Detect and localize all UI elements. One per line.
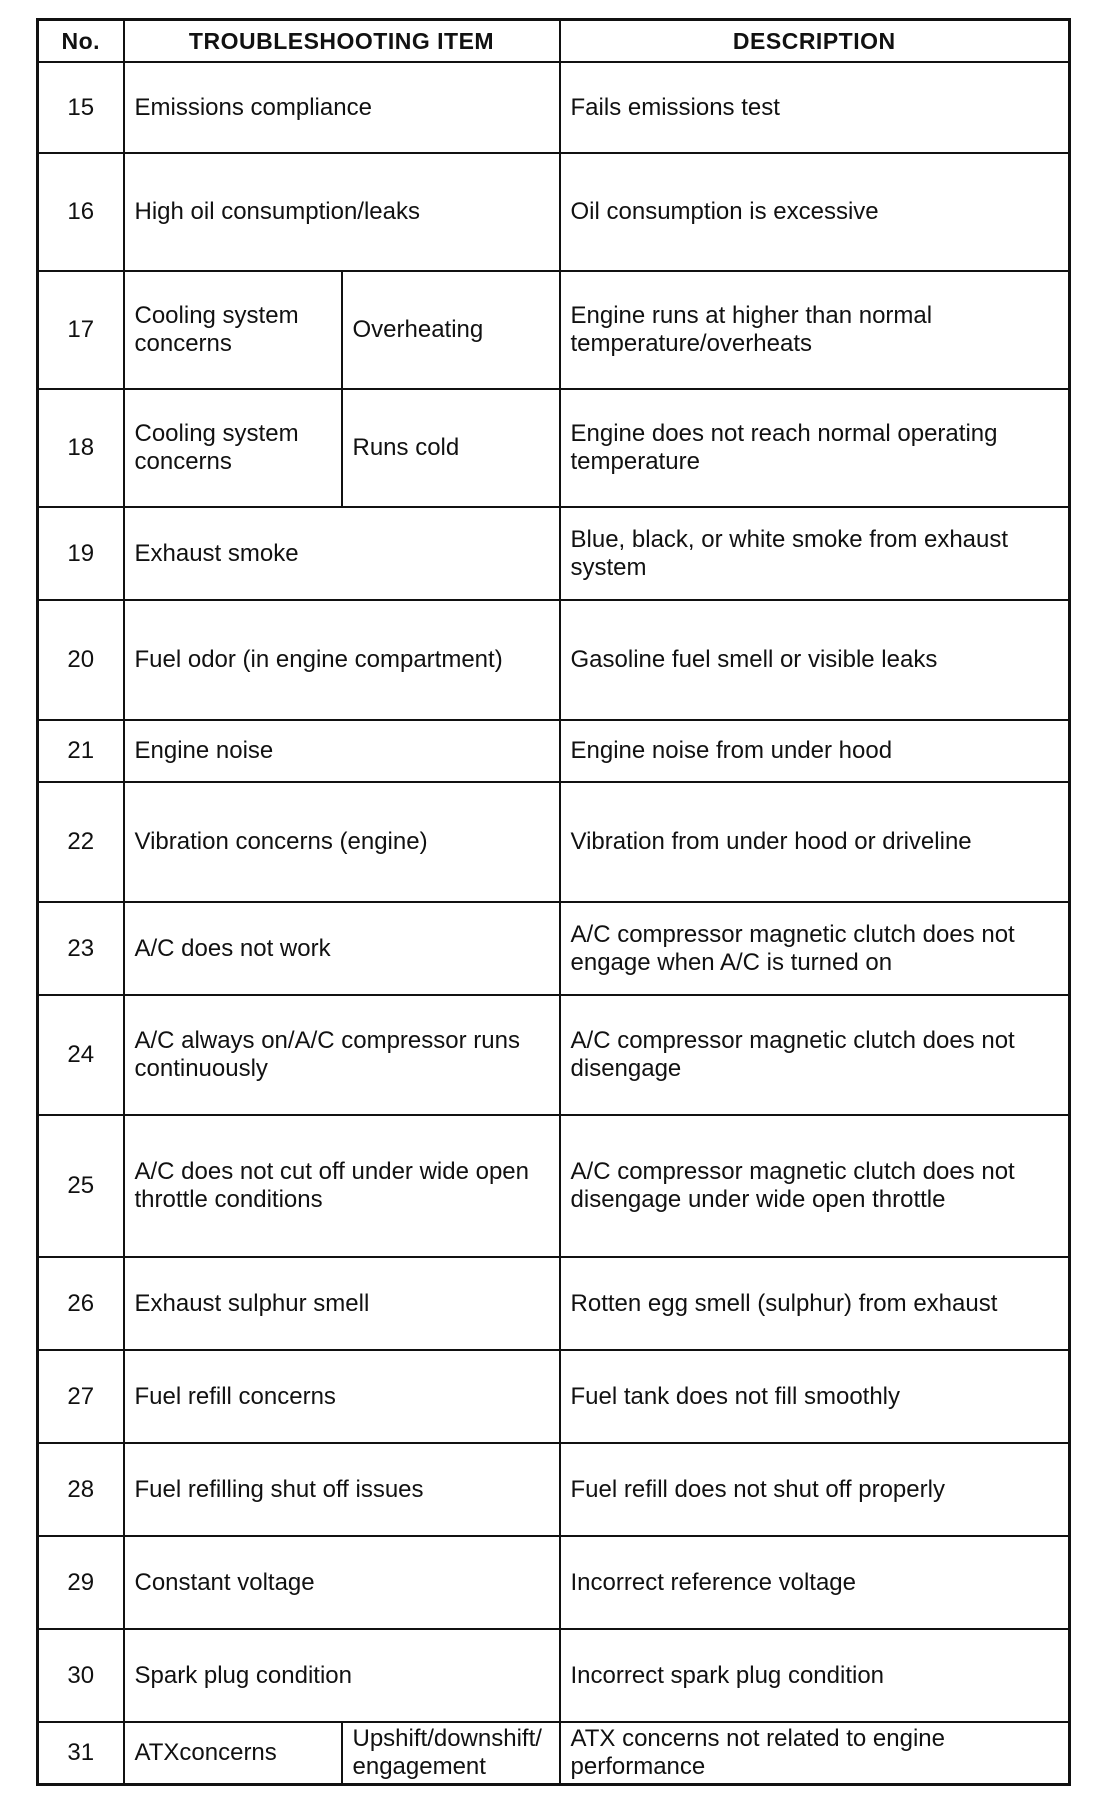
description: A/C compressor magnetic clutch does not engage when A/C is turned on bbox=[560, 902, 1070, 995]
row-number: 16 bbox=[38, 153, 124, 271]
row-number: 23 bbox=[38, 902, 124, 995]
troubleshooting-item: Vibration concerns (engine) bbox=[124, 782, 560, 902]
row-number: 30 bbox=[38, 1629, 124, 1722]
header-troubleshooting-item: TROUBLESHOOTING ITEM bbox=[124, 20, 560, 63]
table-row bbox=[38, 1350, 1070, 1443]
troubleshooting-item: Fuel refilling shut off issues bbox=[124, 1443, 560, 1536]
troubleshooting-item: A/C does not work bbox=[124, 902, 560, 995]
troubleshooting-item: Exhaust sulphur smell bbox=[124, 1257, 560, 1350]
row-number: 31 bbox=[38, 1722, 124, 1784]
description: Fails emissions test bbox=[560, 62, 1070, 153]
row-number: 21 bbox=[38, 720, 124, 782]
troubleshooting-item: A/C does not cut off under wide open throttle conditions bbox=[124, 1115, 560, 1257]
troubleshooting-item: ATXconcerns bbox=[124, 1722, 342, 1784]
table-row bbox=[38, 507, 1070, 600]
table-row bbox=[38, 902, 1070, 995]
troubleshooting-item: Constant voltage bbox=[124, 1536, 560, 1629]
description: Engine noise from under hood bbox=[560, 720, 1070, 782]
row-number: 22 bbox=[38, 782, 124, 902]
header-description: DESCRIPTION bbox=[560, 20, 1070, 63]
table-row bbox=[38, 1536, 1070, 1629]
troubleshooting-item: Fuel refill concerns bbox=[124, 1350, 560, 1443]
troubleshooting-table bbox=[36, 18, 1071, 1786]
table-row bbox=[38, 1722, 1070, 1784]
troubleshooting-item: Exhaust smoke bbox=[124, 507, 560, 600]
troubleshooting-item: Fuel odor (in engine compartment) bbox=[124, 600, 560, 720]
table-header-row bbox=[38, 20, 1070, 63]
troubleshooting-item: A/C always on/A/C compressor runs continuously bbox=[124, 995, 560, 1115]
table-row bbox=[38, 1443, 1070, 1536]
row-number: 20 bbox=[38, 600, 124, 720]
troubleshooting-item: Cooling system concerns bbox=[124, 389, 342, 507]
table-row bbox=[38, 389, 1070, 507]
troubleshooting-item: Cooling system concerns bbox=[124, 271, 342, 389]
troubleshooting-item: Spark plug condition bbox=[124, 1629, 560, 1722]
troubleshooting-sub-item: Upshift/downshift/ engagement bbox=[342, 1722, 560, 1784]
description: Incorrect spark plug condition bbox=[560, 1629, 1070, 1722]
table-row bbox=[38, 1629, 1070, 1722]
row-number: 18 bbox=[38, 389, 124, 507]
table-row bbox=[38, 782, 1070, 902]
table-row bbox=[38, 62, 1070, 153]
description: A/C compressor magnetic clutch does not disengage bbox=[560, 995, 1070, 1115]
row-number: 25 bbox=[38, 1115, 124, 1257]
table-row bbox=[38, 153, 1070, 271]
row-number: 15 bbox=[38, 62, 124, 153]
row-number: 28 bbox=[38, 1443, 124, 1536]
description: Vibration from under hood or driveline bbox=[560, 782, 1070, 902]
troubleshooting-sub-item: Overheating bbox=[342, 271, 560, 389]
description: Gasoline fuel smell or visible leaks bbox=[560, 600, 1070, 720]
table-row bbox=[38, 271, 1070, 389]
header-no: No. bbox=[38, 20, 124, 63]
troubleshooting-item: Emissions compliance bbox=[124, 62, 560, 153]
row-number: 19 bbox=[38, 507, 124, 600]
troubleshooting-item: Engine noise bbox=[124, 720, 560, 782]
description: Fuel tank does not fill smoothly bbox=[560, 1350, 1070, 1443]
row-number: 27 bbox=[38, 1350, 124, 1443]
table-row bbox=[38, 1257, 1070, 1350]
table-row bbox=[38, 1115, 1070, 1257]
description: Fuel refill does not shut off properly bbox=[560, 1443, 1070, 1536]
row-number: 17 bbox=[38, 271, 124, 389]
table-row bbox=[38, 720, 1070, 782]
description: Oil consumption is excessive bbox=[560, 153, 1070, 271]
troubleshooting-item: High oil consumption/leaks bbox=[124, 153, 560, 271]
description: ATX concerns not related to engine performance bbox=[560, 1722, 1070, 1784]
row-number: 26 bbox=[38, 1257, 124, 1350]
row-number: 29 bbox=[38, 1536, 124, 1629]
row-number: 24 bbox=[38, 995, 124, 1115]
troubleshooting-sub-item: Runs cold bbox=[342, 389, 560, 507]
description: Blue, black, or white smoke from exhaust system bbox=[560, 507, 1070, 600]
description: Engine runs at higher than normal temperature/overheats bbox=[560, 271, 1070, 389]
description: Incorrect reference voltage bbox=[560, 1536, 1070, 1629]
description: A/C compressor magnetic clutch does not disengage under wide open throttle bbox=[560, 1115, 1070, 1257]
description: Rotten egg smell (sulphur) from exhaust bbox=[560, 1257, 1070, 1350]
description: Engine does not reach normal operating temperature bbox=[560, 389, 1070, 507]
table-row bbox=[38, 995, 1070, 1115]
table-row bbox=[38, 600, 1070, 720]
